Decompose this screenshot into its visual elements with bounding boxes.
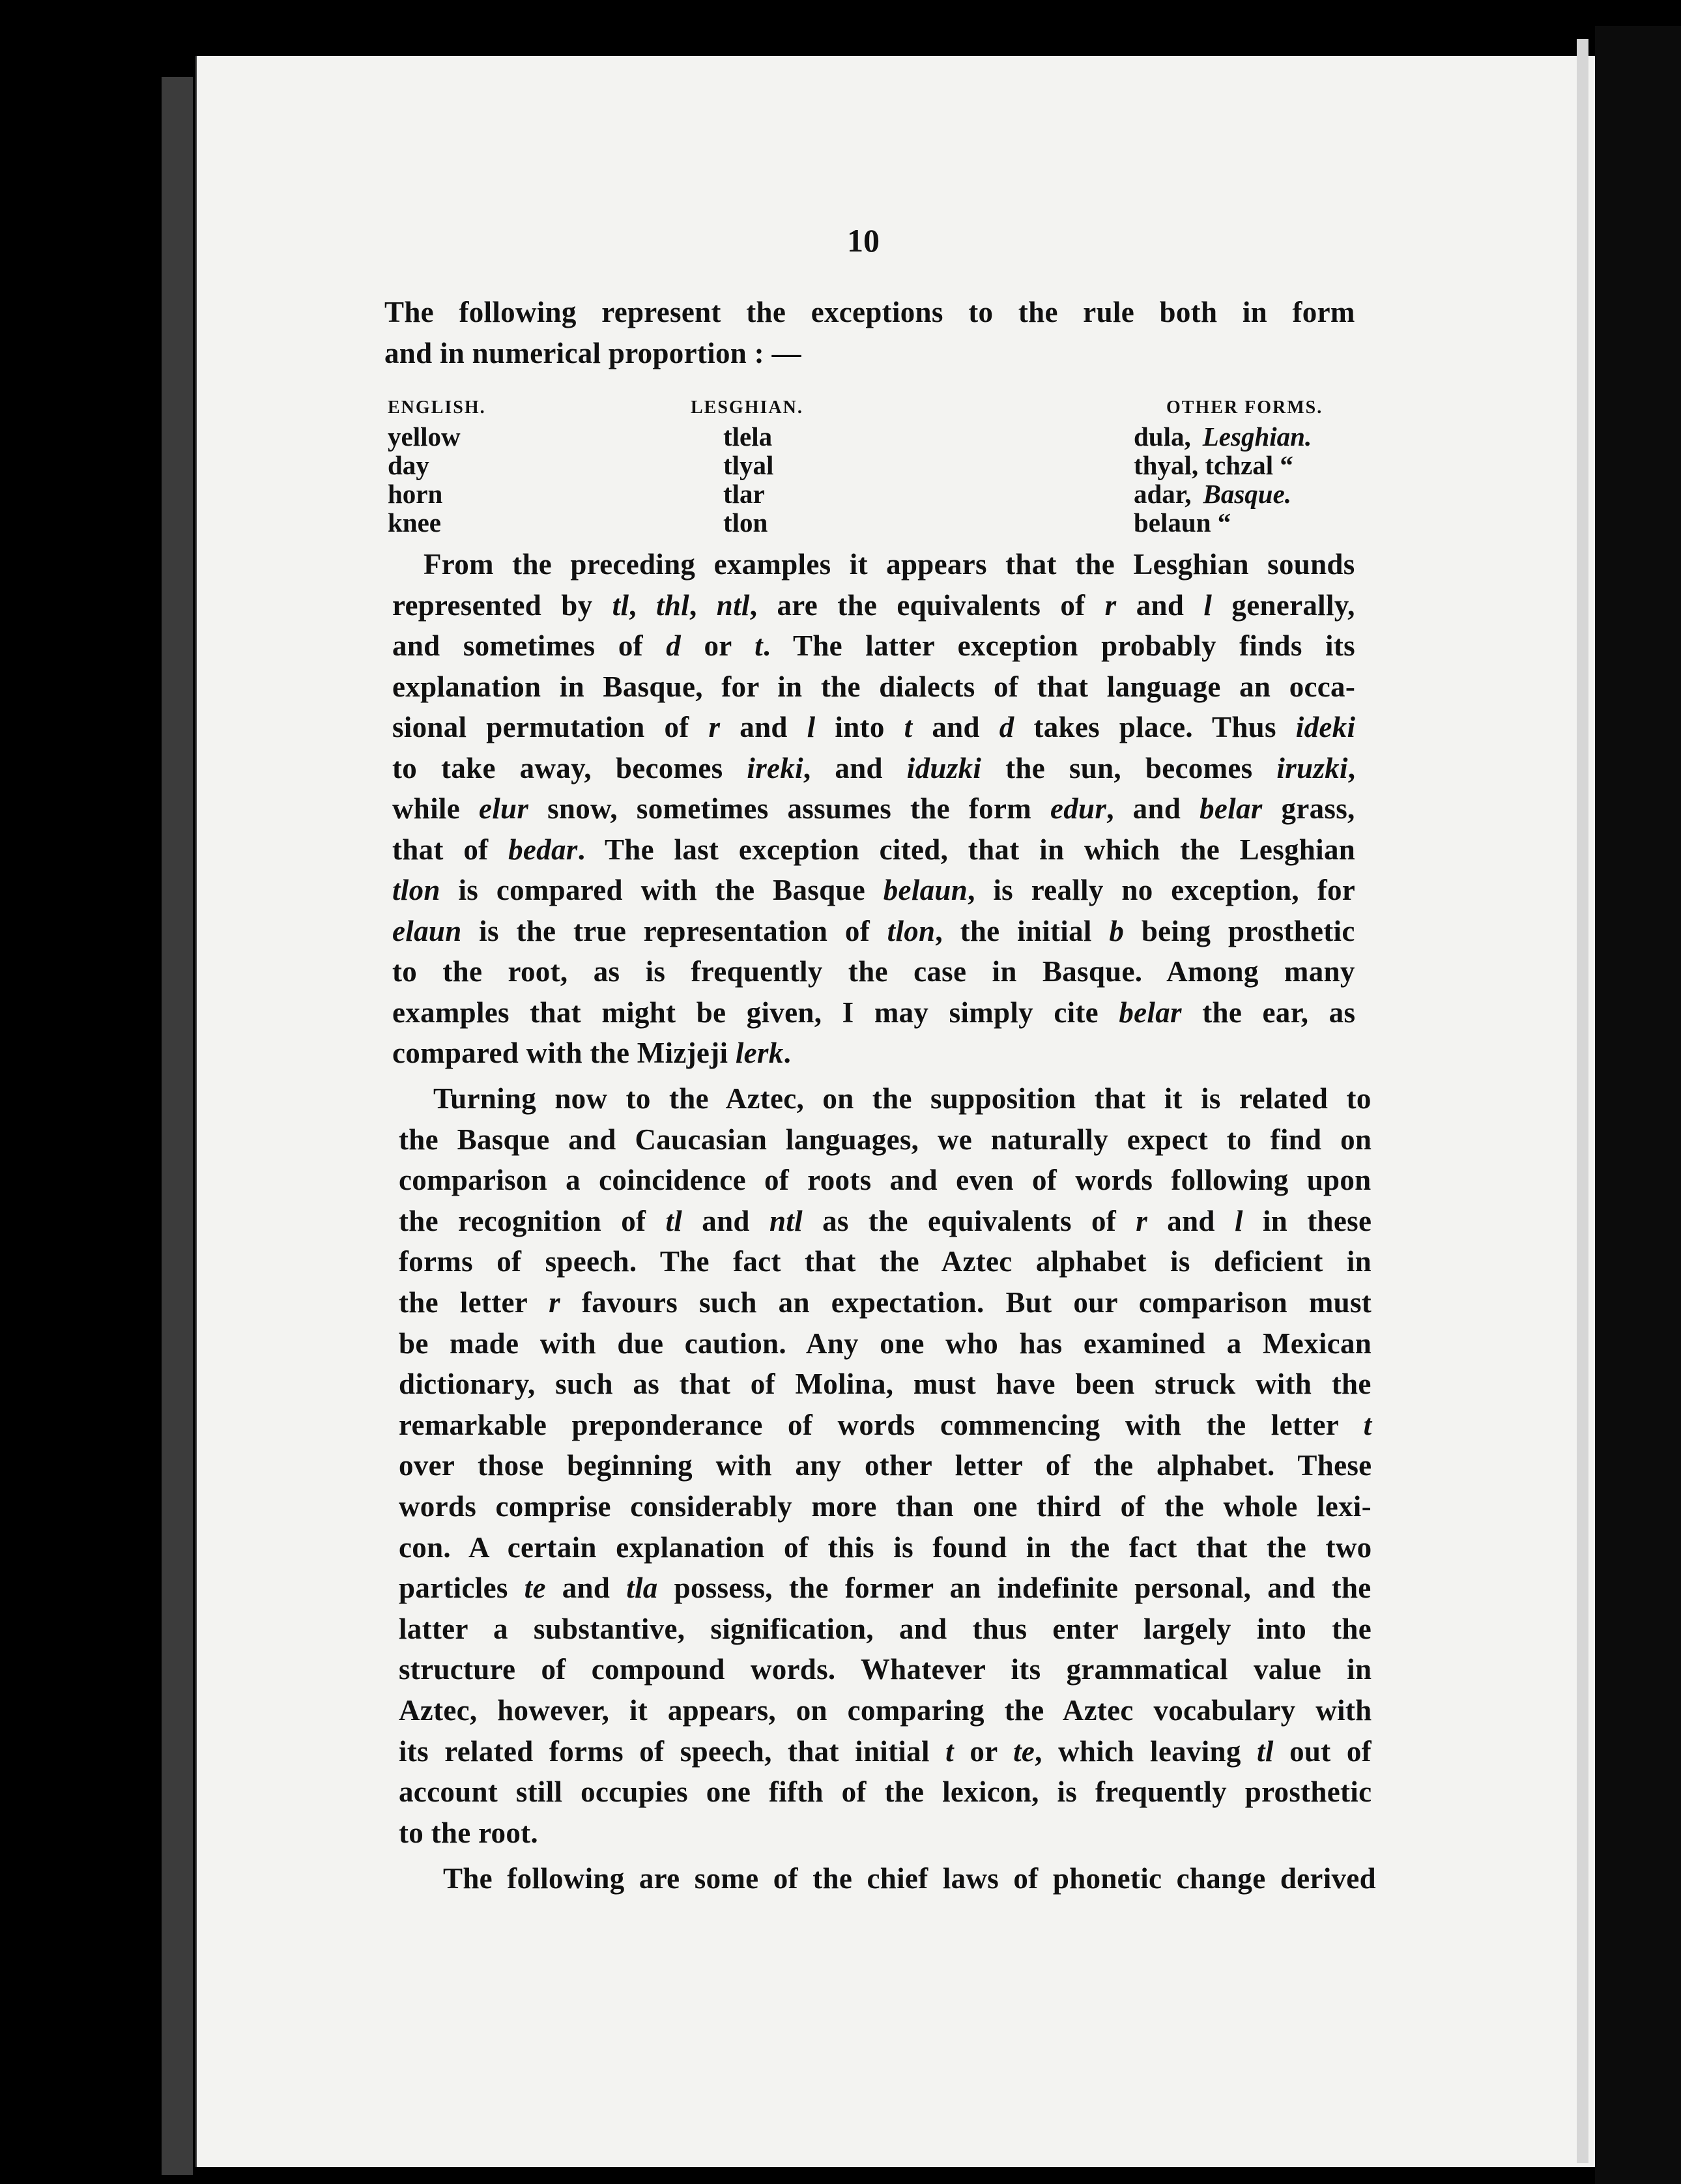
italic-term: elaun (392, 914, 462, 947)
italic-term: t (945, 1734, 954, 1768)
cell-lesghian: tlela (723, 422, 773, 452)
cell-english: knee (388, 508, 441, 538)
cell-lesghian: tlar (723, 479, 765, 509)
italic-term: tla (626, 1572, 658, 1605)
italic-term: l (1203, 588, 1213, 622)
italic-term: iruzki (1276, 751, 1348, 784)
italic-term: belar (1119, 996, 1182, 1029)
italic-term: belaun (883, 874, 968, 906)
paragraph-1-line: examples that might be given, I may simply cite belar the ear, as (392, 996, 1356, 1029)
italic-term: l (807, 711, 816, 743)
italic-term: t (1363, 1408, 1372, 1441)
italic-term: r (708, 711, 721, 743)
paragraph-2-line: the recognition of tl and ntl as the equivalents of r and l in these (399, 1204, 1372, 1237)
italic-term: bedar (508, 833, 578, 866)
italic-term: tl (1257, 1734, 1274, 1768)
paragraph-2-line: con. A certain explanation of this is found in the fact that the two (399, 1530, 1372, 1564)
paragraph-2-line: words comprise considerably more than one third of the whole lexi- (399, 1490, 1372, 1523)
italic-term: thl (656, 588, 689, 622)
paragraph-2-line: structure of compound words. Whatever its grammatical value in (399, 1653, 1372, 1686)
cell-other-forms: dula, Lesghian. (1134, 422, 1312, 452)
italic-term: te (1013, 1734, 1035, 1768)
paragraph-2-line: particles te and tla possess, the former an indefinite personal, and the (399, 1572, 1372, 1605)
cell-english: yellow (388, 422, 461, 452)
paragraph-1-line: From the preceding examples it appears that the Lesghian sounds (424, 548, 1355, 581)
paragraph-2-line: dictionary, such as that of Molina, must have been struck with the (399, 1368, 1372, 1401)
italic-term: d (666, 629, 682, 662)
italic-term: l (1234, 1204, 1243, 1237)
paragraph-1-line: to the root, as is frequently the case in Basque. Among many (392, 955, 1355, 988)
paragraph-1-line: elaun is the true representation of tlon, the initial b being prosthetic (392, 914, 1355, 947)
scan-border (1595, 26, 1681, 2184)
table-header: LESGHIAN. (691, 397, 803, 418)
paragraph-1-line: and sometimes of d or t. The latter exception probably finds its (392, 629, 1355, 662)
paragraph-2-line: the Basque and Caucasian languages, we naturally expect to find on (399, 1123, 1372, 1156)
paragraph-2-line: account still occupies one fifth of the lexicon, is frequently prosthetic (399, 1775, 1372, 1809)
cell-lesghian: tlyal (723, 450, 774, 480)
italic-term: t (754, 629, 763, 662)
italic-term: t (904, 711, 913, 743)
paragraph-1-line: while elur snow, sometimes assumes the form edur, and belar grass, (392, 792, 1355, 825)
paragraph-2-line: Turning now to the Aztec, on the supposition that it is related to (433, 1082, 1372, 1115)
italic-term: ireki (747, 751, 803, 784)
italic-term: d (999, 711, 1014, 743)
table-header: ENGLISH. (388, 397, 486, 418)
paragraph-2-line: be made with due caution. Any one who has examined a Mexican (399, 1327, 1372, 1360)
intro-line: The following represent the exceptions to the rule both in form (384, 296, 1355, 328)
italic-term: lerk (735, 1037, 784, 1069)
italic-term: ntl (716, 588, 750, 622)
italic-term: ntl (769, 1204, 803, 1237)
paragraph-1-line: that of bedar. The last exception cited, that in which the Lesghian (392, 833, 1356, 866)
italic-term: belar (1200, 792, 1263, 825)
cell-other-forms: adar, Basque. (1134, 479, 1292, 509)
paragraph-1-line: to take away, becomes ireki, and iduzki the sun, becomes iruzki, (392, 751, 1356, 784)
italic-term: r (549, 1286, 560, 1319)
italic-term: r (1136, 1204, 1148, 1237)
facing-page-edge (1577, 39, 1588, 2163)
paragraph-2-line: over those beginning with any other letter of the alphabet. These (399, 1449, 1372, 1482)
paragraph-2-line: Aztec, however, it appears, on comparing the Aztec vocabulary with (399, 1694, 1372, 1727)
book-spine (162, 77, 193, 2175)
cell-english: day (388, 450, 429, 480)
cell-english: horn (388, 479, 443, 509)
italic-term: Lesghian. (1202, 422, 1312, 452)
italic-term: tlon (392, 874, 440, 906)
paragraph-2-line: remarkable preponderance of words commencing with the letter t (399, 1408, 1372, 1441)
italic-term: tlon (887, 914, 936, 947)
italic-term: ideki (1295, 711, 1356, 743)
paragraph-1-line: sional permutation of r and l into t and d takes place. Thus ideki (392, 711, 1356, 743)
italic-term: edur (1050, 792, 1107, 825)
cell-other-forms: belaun “ (1134, 508, 1231, 538)
paragraph-2-line: forms of speech. The fact that the Aztec alphabet is deficient in (399, 1245, 1372, 1278)
paragraph-2-line: the letter r favours such an expectation. But our comparison must (399, 1286, 1372, 1319)
italic-term: iduzki (906, 751, 982, 784)
paragraph-1-line: represented by tl, thl, ntl, are the equivalents of r and l generally, (392, 588, 1355, 622)
paragraph-2-line: its related forms of speech, that initial t or te, which leaving tl out of (399, 1734, 1372, 1768)
italic-term: Basque. (1203, 479, 1292, 509)
italic-term: tl (665, 1204, 683, 1237)
intro-line: and in numerical proportion : — (384, 337, 801, 369)
paragraph-2-line: comparison a coincidence of roots and even of words following upon (399, 1164, 1372, 1197)
italic-term: elur (478, 792, 529, 825)
page-number: 10 (847, 222, 880, 259)
italic-term: b (1109, 914, 1125, 947)
italic-term: te (524, 1572, 546, 1605)
paragraph-3-line: The following are some of the chief laws of phonetic change derived (443, 1862, 1376, 1895)
cell-other-forms: thyal, tchzal “ (1134, 450, 1293, 480)
cell-lesghian: tlon (723, 508, 768, 538)
paragraph-1-line: explanation in Basque, for in the dialects of that language an occa- (392, 670, 1356, 703)
italic-term: tl (612, 588, 629, 622)
paragraph-1-line: tlon is compared with the Basque belaun, is really no exception, for (392, 874, 1356, 906)
paragraph-2-line: latter a substantive, signification, and thus enter largely into the (399, 1612, 1372, 1645)
paragraph-2-line: to the root. (399, 1816, 538, 1849)
paragraph-1-line: compared with the Mizjeji lerk. (392, 1037, 792, 1069)
table-header: OTHER FORMS. (1166, 397, 1323, 418)
italic-term: r (1104, 588, 1117, 622)
